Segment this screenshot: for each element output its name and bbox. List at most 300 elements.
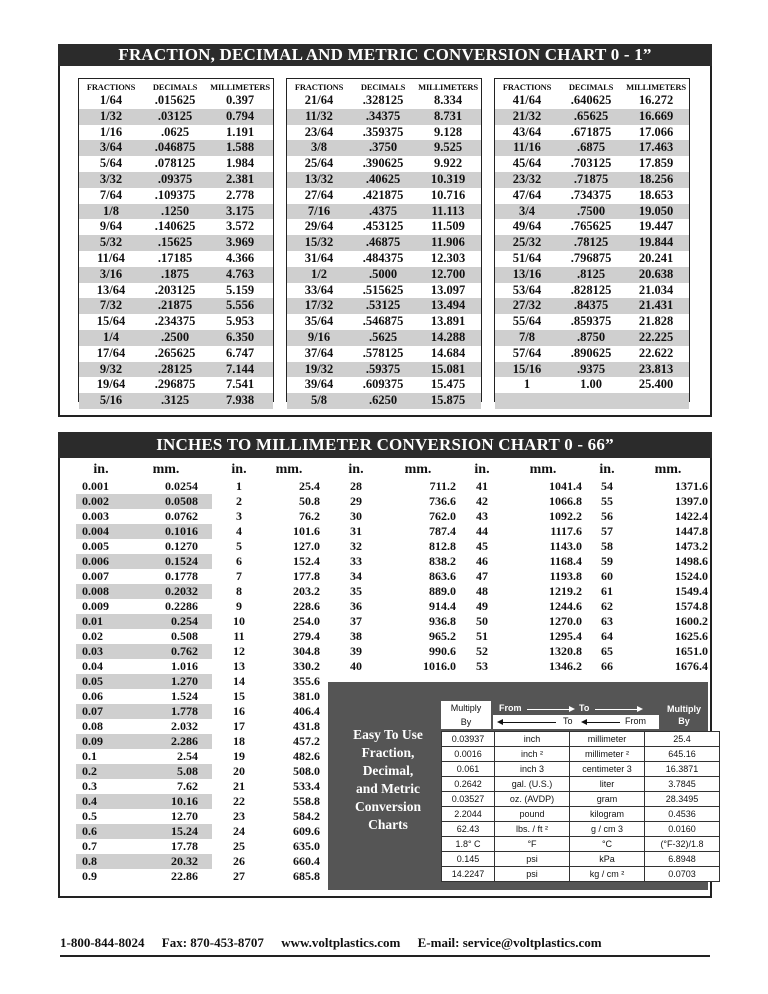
table-row (495, 156, 689, 172)
inch-value: 3 (236, 509, 242, 523)
millimeter-cell: 5.953 (225, 314, 255, 329)
table-row (79, 204, 273, 220)
easy-title-line: and Metric (355, 781, 421, 796)
inch-column-1 (76, 461, 212, 884)
fraction-cell: 9/16 (287, 330, 351, 346)
table-row (466, 569, 588, 584)
table-row (287, 377, 481, 393)
decimal-cell: .5625 (351, 330, 415, 346)
inch-value: 0.09 (82, 734, 103, 748)
table-row (338, 509, 462, 524)
inch-column-2 (226, 461, 326, 884)
mm-value: 609.6 (293, 824, 320, 838)
inch-value: 65 (601, 644, 613, 658)
multiply-factor-cell: 1.8° C (442, 837, 495, 852)
inch-value: 0.7 (82, 839, 97, 853)
reverse-factor-cell: 0.0160 (645, 822, 720, 837)
millimeter-cell: 6.350 (207, 330, 273, 346)
table-row (79, 346, 273, 362)
table-row (287, 393, 481, 409)
mm-value: 1.016 (171, 659, 198, 673)
table-row (76, 674, 212, 689)
table-row (79, 314, 273, 330)
table-row (338, 644, 462, 659)
table-row (592, 494, 714, 509)
inch-header: in. (599, 462, 615, 477)
mm-value: 482.6 (293, 749, 320, 763)
inch-value: 8 (236, 584, 242, 598)
easy-title-line: Easy To Use (353, 727, 423, 742)
fraction-cell: 25/32 (495, 235, 559, 251)
decimal-cell: .015625 (154, 93, 196, 107)
fraction-chart-title: FRACTION, DECIMAL AND METRIC CONVERSION CHART 0 - 1” (58, 44, 712, 66)
from-unit-cell: °F (495, 837, 570, 852)
inch-value: 38 (350, 629, 362, 643)
table-row (287, 172, 481, 188)
mm-value: 1092.2 (549, 509, 582, 523)
millimeter-cell: 8.334 (433, 93, 463, 107)
inch-value: 56 (601, 509, 613, 523)
fraction-cell: 3/16 (79, 267, 143, 283)
to-unit-cell: centimeter 3 (570, 762, 645, 777)
decimal-cell: .078125 (154, 156, 196, 171)
table-row (466, 584, 588, 599)
easy-to-use-title (338, 726, 438, 834)
table-row (287, 283, 481, 299)
table-row (79, 330, 273, 346)
table-row (495, 267, 689, 283)
mm-value: 1041.4 (549, 479, 582, 493)
decimal-cell: .234375 (154, 314, 196, 329)
reverse-factor-cell: 28.3495 (645, 792, 720, 807)
inch-value: 0.8 (82, 854, 97, 868)
fraction-cell: 1/64 (99, 93, 123, 107)
conversion-table-header (441, 700, 709, 730)
unit-conversion-table (441, 731, 720, 882)
mm-value: 1574.8 (675, 599, 708, 613)
inch-value: 0.009 (82, 599, 109, 613)
table-row (592, 539, 714, 554)
table-row (226, 689, 326, 704)
inch-value: 35 (350, 584, 362, 598)
inch-value: 0.002 (82, 494, 109, 508)
decimal-cell: .484375 (362, 250, 404, 265)
fraction-cell: 51/64 (512, 250, 542, 265)
table-row (287, 346, 481, 362)
inch-chart-title: INCHES TO MILLIMETER CONVERSION CHART 0 - 66” (58, 432, 712, 458)
millimeter-cell: 18.653 (638, 187, 674, 202)
table-row (338, 494, 462, 509)
mm-header: mm. (152, 462, 180, 477)
inch-value: 64 (601, 629, 613, 643)
mm-value: 152.4 (293, 554, 320, 568)
inch-header: in. (348, 462, 364, 477)
inch-value: 0.001 (82, 479, 109, 493)
millimeter-cell: 17.463 (623, 140, 689, 156)
inch-value: 42 (476, 494, 488, 508)
table-row (76, 749, 212, 764)
mm-header: mm. (404, 462, 432, 477)
table-row (287, 156, 481, 172)
mm-header: mm. (275, 462, 303, 477)
fraction-cell: 13/32 (287, 172, 351, 188)
mm-value: 25.4 (299, 479, 320, 493)
fraction-cell: 11/64 (97, 250, 125, 265)
table-row (76, 809, 212, 824)
inch-header: in. (231, 462, 247, 477)
inch-value: 5 (236, 539, 242, 553)
table-row (495, 140, 689, 156)
decimal-cell: .296875 (154, 377, 196, 392)
inch-value: 36 (350, 599, 362, 613)
table-row (592, 599, 714, 614)
fraction-cell: 39/64 (304, 377, 334, 392)
inch-value: 29 (350, 494, 362, 508)
mm-value: 1.778 (171, 704, 198, 718)
table-row (592, 524, 714, 539)
table-row (79, 188, 273, 204)
mm-value: 1244.6 (549, 599, 582, 613)
millimeter-cell: 16.272 (638, 93, 674, 107)
decimal-cell: .3750 (351, 140, 415, 156)
inch-value: 9 (236, 599, 242, 613)
millimeter-cell: 20.241 (638, 250, 674, 265)
fraction-cell: 5/16 (79, 393, 143, 409)
decimal-cell: .6250 (351, 393, 415, 409)
mm-value: 304.8 (293, 644, 320, 658)
inch-value: 2 (236, 494, 242, 508)
inch-value: 0.004 (82, 524, 109, 538)
from-unit-cell: inch (495, 732, 570, 747)
table-row (442, 822, 720, 837)
fraction-column-header: FRACTIONS (294, 82, 344, 92)
millimeter-cell: 17.859 (638, 156, 674, 171)
inch-value: 59 (601, 554, 613, 568)
fraction-column-header: FRACTIONS (502, 82, 552, 92)
inch-value: 32 (350, 539, 362, 553)
email-link[interactable]: E-mail: service@voltplastics.com (417, 935, 602, 950)
millimeter-cell: 15.875 (415, 393, 481, 409)
millimeter-cell: 22.225 (623, 330, 689, 346)
fraction-cell: 33/64 (304, 282, 334, 297)
table-row (226, 479, 326, 494)
table-row (338, 554, 462, 569)
millimeter-cell: 11.509 (431, 219, 465, 234)
fraction-cell: 7/8 (495, 330, 559, 346)
mm-value: 406.4 (293, 704, 320, 718)
fraction-cell: 5/64 (99, 156, 123, 171)
mm-value: 279.4 (293, 629, 320, 643)
fraction-cell: 1/4 (79, 330, 143, 346)
easy-title-line: Decimal, (362, 763, 414, 778)
decimal-cell: .84375 (559, 298, 623, 314)
table-row (79, 251, 273, 267)
table-row (287, 235, 481, 251)
table-row (76, 644, 212, 659)
contact-footer (60, 935, 710, 951)
inch-value: 48 (476, 584, 488, 598)
fraction-cell: 27/64 (304, 187, 334, 202)
decimal-cell: .4375 (351, 204, 415, 220)
millimeter-cell: 9.922 (433, 156, 463, 171)
reverse-factor-cell: (°F-32)/1.8 (645, 837, 720, 852)
table-row (495, 298, 689, 314)
table-row (338, 614, 462, 629)
decimal-cell: .8125 (559, 267, 623, 283)
inch-column-4 (466, 461, 588, 674)
millimeter-cell: 2.778 (225, 187, 255, 202)
inch-header: in. (474, 462, 490, 477)
fraction-cell: 37/64 (304, 345, 334, 360)
multiply-factor-cell: 0.061 (442, 762, 495, 777)
mm-value: 330.2 (293, 659, 320, 673)
phone-number: 1-800-844-8024 (60, 935, 145, 950)
table-row (442, 807, 720, 822)
millimeter-cell: 10.319 (415, 172, 481, 188)
inch-value: 31 (350, 524, 362, 538)
millimeter-cell: 9.525 (415, 140, 481, 156)
from-unit-cell: inch ² (495, 747, 570, 762)
mm-value: 863.6 (429, 569, 456, 583)
fraction-cell: 3/4 (495, 204, 559, 220)
to-unit-cell: kg / cm ² (570, 867, 645, 882)
fraction-cell: 27/32 (495, 298, 559, 314)
millimeter-cell: 17.066 (638, 124, 674, 139)
decimal-cell: .421875 (362, 187, 404, 202)
millimeter-cell (623, 393, 689, 409)
decimal-cell: .765625 (570, 219, 612, 234)
decimal-cell: .140625 (154, 219, 196, 234)
inch-value: 19 (233, 749, 245, 763)
millimeter-cell: 15.475 (430, 377, 466, 392)
table-row (495, 346, 689, 362)
table-row (287, 188, 481, 204)
millimeter-cell: 11.906 (415, 235, 481, 251)
decimal-cell: .53125 (351, 298, 415, 314)
table-row (226, 539, 326, 554)
fraction-cell: 3/64 (79, 140, 143, 156)
multiply-factor-cell: 0.145 (442, 852, 495, 867)
table-row (287, 362, 481, 378)
mm-value: 10.16 (171, 794, 198, 808)
table-row (442, 852, 720, 867)
mm-value: 533.4 (293, 779, 320, 793)
decimal-cell: .5000 (351, 267, 415, 283)
mm-value: 177.8 (293, 569, 320, 583)
inch-value: 0.04 (82, 659, 103, 673)
table-row (442, 777, 720, 792)
decimal-cell: .21875 (143, 298, 207, 314)
inch-value: 33 (350, 554, 362, 568)
table-row (79, 298, 273, 314)
millimeter-cell: 0.397 (225, 93, 255, 107)
table-row (287, 267, 481, 283)
millimeter-cell: 12.303 (430, 250, 466, 265)
mm-value: 1524.0 (675, 569, 708, 583)
to-unit-cell: g / cm 3 (570, 822, 645, 837)
fraction-cell: 5/8 (287, 393, 351, 409)
decimal-cell: .8750 (559, 330, 623, 346)
table-row (338, 629, 462, 644)
mm-value: 1143.0 (549, 539, 582, 553)
mm-value: 558.8 (293, 794, 320, 808)
multiply-factor-cell: 62.43 (442, 822, 495, 837)
inch-value: 13 (233, 659, 245, 673)
mm-value: 1651.0 (675, 644, 708, 658)
table-row (442, 837, 720, 852)
fraction-cell: 57/64 (512, 345, 542, 360)
table-row (76, 779, 212, 794)
mm-value: 0.254 (171, 614, 198, 628)
table-row (226, 704, 326, 719)
table-row (226, 809, 326, 824)
millimeter-cell: 16.669 (623, 109, 689, 125)
mm-value: 1320.8 (549, 644, 582, 658)
fraction-table-2 (286, 78, 482, 408)
decimal-cell: .34375 (351, 109, 415, 125)
table-row (226, 854, 326, 869)
arrow-left-icon (502, 722, 556, 723)
fraction-cell: 7/64 (99, 187, 123, 202)
fraction-cell: 21/64 (304, 93, 334, 107)
mm-value: 685.8 (293, 869, 320, 883)
inch-header: in. (93, 462, 109, 477)
table-row (495, 251, 689, 267)
decimal-cell: .1250 (143, 204, 207, 220)
table-row (76, 839, 212, 854)
inch-value: 44 (476, 524, 488, 538)
decimal-cell: .859375 (570, 314, 612, 329)
millimeter-cell: 3.969 (207, 235, 273, 251)
inch-value: 17 (233, 719, 245, 733)
table-row (287, 93, 481, 109)
mm-value: 2.032 (171, 719, 198, 733)
fraction-cell: 45/64 (512, 156, 542, 171)
reverse-factor-cell: 3.7845 (645, 777, 720, 792)
inch-value: 25 (233, 839, 245, 853)
table-row (442, 762, 720, 777)
arrow-right-head-icon-2 (637, 706, 643, 712)
reverse-factor-cell: 25.4 (645, 732, 720, 747)
table-row (76, 524, 212, 539)
decimal-cell: .265625 (154, 345, 196, 360)
inch-value: 57 (601, 524, 613, 538)
fraction-cell: 55/64 (512, 314, 542, 329)
mm-value: 0.1270 (165, 539, 198, 553)
multiply-factor-cell: 0.2642 (442, 777, 495, 792)
mm-value: 2.286 (171, 734, 198, 748)
inch-value: 58 (601, 539, 613, 553)
table-row (76, 539, 212, 554)
decimal-cell: .203125 (154, 282, 196, 297)
fraction-cell: 15/64 (96, 314, 126, 329)
inch-value: 34 (350, 569, 362, 583)
mm-value: 1549.4 (675, 584, 708, 598)
table-row (226, 734, 326, 749)
table-row (226, 644, 326, 659)
mm-value: 1346.2 (549, 659, 582, 673)
mm-value: 1473.2 (675, 539, 708, 553)
fraction-cell: 53/64 (512, 282, 542, 297)
mm-value: 0.0508 (165, 494, 198, 508)
table-row (495, 393, 689, 409)
inch-value: 4 (236, 524, 242, 538)
from-unit-cell: inch 3 (495, 762, 570, 777)
millimeter-cell: 11.113 (415, 204, 481, 220)
table-row (287, 125, 481, 141)
mm-value: 660.4 (293, 854, 320, 868)
table-row (466, 629, 588, 644)
table-row (495, 93, 689, 109)
decimal-cell: .671875 (570, 124, 612, 139)
inch-value: 0.05 (82, 674, 103, 688)
fraction-cell: 19/32 (287, 362, 351, 378)
arrow-right-head-icon (569, 706, 575, 712)
table-row (226, 554, 326, 569)
millimeter-cell: 10.716 (430, 187, 466, 202)
mm-value: 736.6 (429, 494, 456, 508)
table-row (338, 524, 462, 539)
table-row (442, 747, 720, 762)
decimal-cell: .109375 (154, 187, 196, 202)
table-row (338, 659, 462, 674)
mm-value: 431.8 (293, 719, 320, 733)
inch-value: 27 (233, 869, 245, 883)
reverse-factor-cell: 6.8948 (645, 852, 720, 867)
table-row (76, 824, 212, 839)
inch-value: 66 (601, 659, 613, 673)
table-row (226, 494, 326, 509)
table-row (592, 644, 714, 659)
table-row (226, 824, 326, 839)
fraction-cell: 13/64 (96, 282, 126, 297)
fraction-column-header: FRACTIONS (86, 82, 136, 92)
fraction-cell: 21/32 (495, 109, 559, 125)
inch-value: 47 (476, 569, 488, 583)
by-label-right: By (678, 716, 690, 726)
table-row (76, 794, 212, 809)
table-row (466, 599, 588, 614)
mm-value: 965.2 (429, 629, 456, 643)
fraction-table-1 (78, 78, 274, 408)
inch-value: 41 (476, 479, 488, 493)
fraction-cell: 9/64 (99, 219, 123, 234)
website-link[interactable]: www.voltplastics.com (281, 935, 401, 950)
millimeter-cell: 19.050 (623, 204, 689, 220)
mm-value: 17.78 (171, 839, 198, 853)
table-row (79, 93, 273, 109)
mm-value: 0.0254 (165, 479, 198, 493)
mm-value: 1066.8 (549, 494, 582, 508)
table-row (79, 172, 273, 188)
inch-value: 28 (350, 479, 362, 493)
table-row (287, 314, 481, 330)
millimeter-cell: 7.144 (207, 362, 273, 378)
inch-value: 39 (350, 644, 362, 658)
inch-value: 6 (236, 554, 242, 568)
table-row (287, 140, 481, 156)
mm-value: 1193.8 (549, 569, 582, 583)
mm-value: 711.2 (429, 479, 456, 493)
decimal-cell: .046875 (143, 140, 207, 156)
fraction-cell: 1/32 (79, 109, 143, 125)
table-row (79, 267, 273, 283)
fraction-cell: 17/32 (287, 298, 351, 314)
mm-value: 0.1778 (165, 569, 198, 583)
millimeter-cell: 9.128 (433, 124, 463, 139)
mm-value: 1.524 (171, 689, 198, 703)
millimeter-cell: 1.588 (207, 140, 273, 156)
